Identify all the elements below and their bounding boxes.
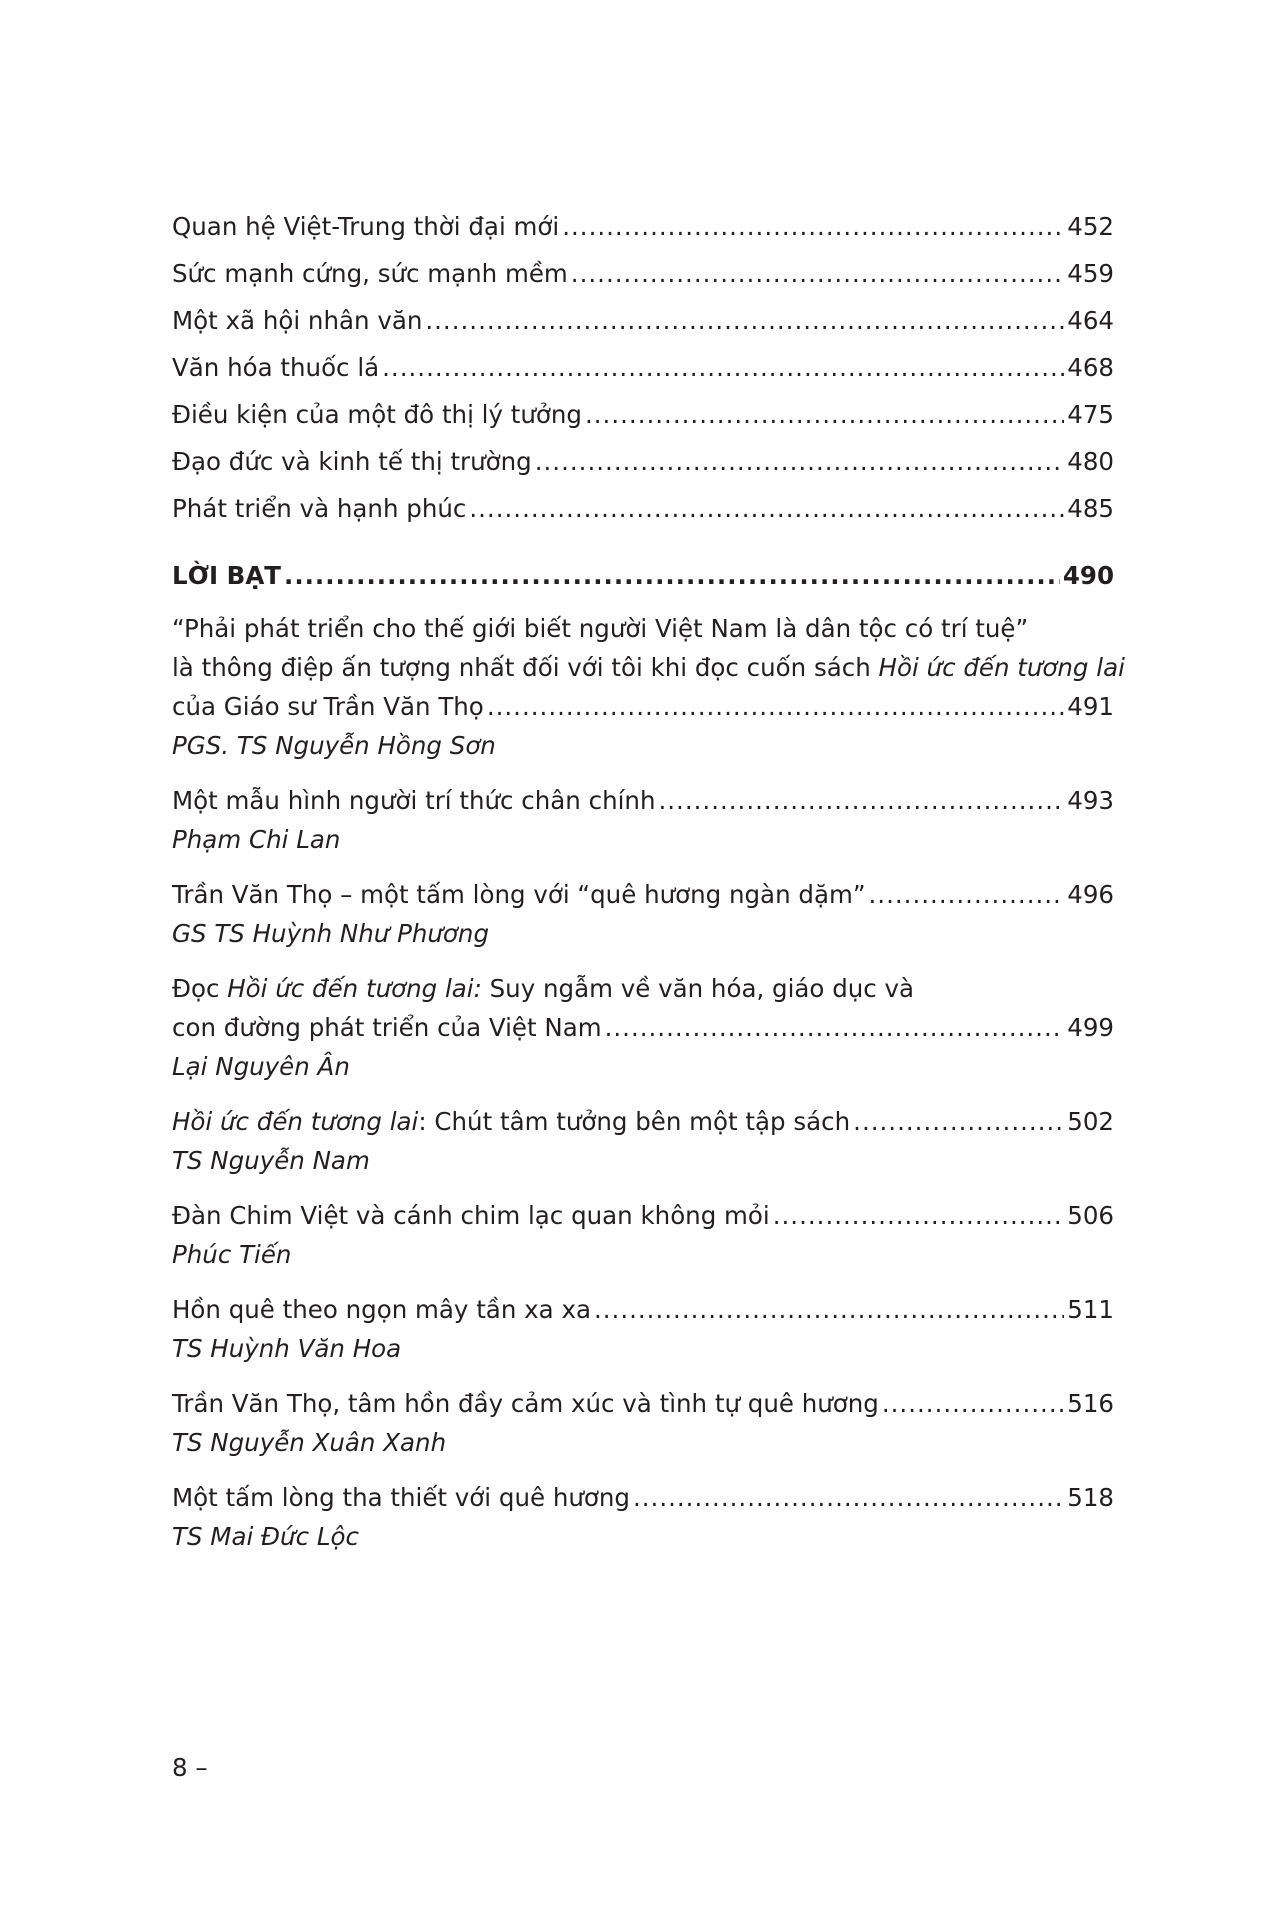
- afterword-entry: [172, 1479, 1114, 1555]
- entry-page: 493: [1067, 786, 1114, 815]
- entry-page: 506: [1067, 1201, 1114, 1230]
- entry-title-line: [172, 1291, 1114, 1328]
- afterword-entry: [172, 1385, 1114, 1461]
- entry-author: TS Huỳnh Văn Hoa: [172, 1334, 402, 1363]
- dot-leader: [658, 782, 1064, 819]
- afterword-entry: [172, 876, 1114, 952]
- table-of-contents: [172, 208, 1125, 1573]
- dot-leader: [571, 255, 1064, 292]
- toc-entry-page: 452: [1067, 212, 1114, 241]
- toc-entry-title: Đạo đức và kinh tế thị trường: [172, 447, 532, 476]
- toc-entry-page: 459: [1067, 259, 1114, 288]
- entry-title-text: Một mẫu hình người trí thức chân chính: [172, 786, 656, 815]
- dot-leader: [487, 688, 1064, 725]
- toc-entry-title: Văn hóa thuốc lá: [172, 353, 380, 382]
- dot-leader: [469, 490, 1064, 527]
- entry-title-line: [172, 782, 1114, 819]
- entry-author: TS Nguyễn Nam: [172, 1146, 370, 1175]
- dot-leader: [869, 876, 1065, 913]
- entry-title-line: [172, 649, 1125, 686]
- entry-title-rest: : Chút tâm tưởng bên một tập sách: [418, 1107, 851, 1136]
- entry-author: Phạm Chi Lan: [172, 825, 341, 854]
- entry-author: Lại Nguyên Ân: [172, 1052, 350, 1081]
- toc-entry-page: 468: [1067, 353, 1114, 382]
- page-number: 8 –: [172, 1753, 208, 1782]
- entry-title-text: Trần Văn Thọ, tâm hồn đầy cảm xúc và tình tự quê hương: [172, 1389, 879, 1418]
- afterword-entry: [172, 1103, 1114, 1179]
- entry-title-line: [172, 1479, 1114, 1516]
- toc-entry: [172, 396, 1114, 433]
- toc-entry: [172, 349, 1114, 386]
- dot-leader: [284, 557, 1060, 594]
- dot-leader: [425, 302, 1064, 339]
- toc-entry-title: Sức mạnh cứng, sức mạnh mềm: [172, 259, 568, 288]
- dot-leader: [633, 1479, 1064, 1516]
- entry-title-text: Đọc: [172, 974, 228, 1003]
- afterword-entry: [172, 1197, 1114, 1273]
- dot-leader: [382, 349, 1064, 386]
- entry-title-text: là thông điệp ấn tượng nhất đối với tôi khi đọc cuốn sách: [172, 653, 879, 682]
- dot-leader: [535, 443, 1065, 480]
- entry-page: 491: [1067, 692, 1114, 721]
- toc-entry: [172, 443, 1114, 480]
- toc-top-list: [172, 208, 1114, 527]
- toc-entry-title: Quan hệ Việt-Trung thời đại mới: [172, 212, 560, 241]
- entry-page: 511: [1067, 1295, 1114, 1324]
- entry-title-text: của Giáo sư Trần Văn Thọ: [172, 692, 484, 721]
- entry-title-text: [172, 1103, 850, 1140]
- entry-author: Phúc Tiến: [172, 1240, 292, 1269]
- toc-entry-title: Điều kiện của một đô thị lý tưởng: [172, 400, 582, 429]
- afterword-entry: [172, 610, 1125, 764]
- toc-entry: [172, 490, 1114, 527]
- entry-title-text: Một tấm lòng tha thiết với quê hương: [172, 1483, 630, 1512]
- book-title: Hồi ức đến tương lai: [172, 1107, 419, 1136]
- entry-title-line: “Phải phát triển cho thế giới biết người Việt Nam là dân tộc có trí tuệ”: [172, 614, 1029, 643]
- toc-entry-page: 464: [1067, 306, 1114, 335]
- toc-entry: [172, 255, 1114, 292]
- dot-leader: [853, 1103, 1064, 1140]
- toc-entry-page: 480: [1067, 447, 1114, 476]
- entry-page: 496: [1067, 880, 1114, 909]
- entry-title-line: [172, 1103, 1114, 1140]
- dot-leader: [562, 208, 1064, 245]
- entry-author: TS Nguyễn Xuân Xanh: [172, 1428, 447, 1457]
- dot-leader: [605, 1009, 1065, 1046]
- toc-entry: [172, 302, 1114, 339]
- toc-entry: [172, 208, 1114, 245]
- entry-title-line: [172, 970, 1114, 1007]
- entry-page: 518: [1067, 1483, 1114, 1512]
- entry-title-line: [172, 688, 1114, 725]
- entry-author: GS TS Huỳnh Như Phương: [172, 919, 489, 948]
- book-title: Hồi ức đến tương lai:: [227, 974, 482, 1003]
- entry-title-line: [172, 876, 1114, 913]
- dot-leader: [585, 396, 1064, 433]
- dot-leader: [594, 1291, 1064, 1328]
- entry-page: 499: [1067, 1013, 1114, 1042]
- entry-author: TS Mai Đức Lộc: [172, 1522, 359, 1551]
- section-heading-page: 490: [1062, 561, 1114, 590]
- entry-title-text: Đàn Chim Việt và cánh chim lạc quan không mỏi: [172, 1201, 770, 1230]
- entry-title-text: Trần Văn Thọ – một tấm lòng với “quê hương ngàn dặm”: [172, 880, 866, 909]
- entry-title-text: Suy ngẫm về văn hóa, giáo dục và: [481, 974, 915, 1003]
- afterword-entry: [172, 970, 1114, 1085]
- entry-title-text: Hồn quê theo ngọn mây tần xa xa: [172, 1295, 591, 1324]
- entry-author: PGS. TS Nguyễn Hồng Sơn: [172, 731, 496, 760]
- toc-entry-title: Phát triển và hạnh phúc: [172, 494, 467, 523]
- book-title: Hồi ức đến tương lai: [878, 653, 1125, 682]
- toc-entry-title: Một xã hội nhân văn: [172, 306, 423, 335]
- section-heading-title: LỜI BẠT: [172, 561, 282, 590]
- entry-title-line: [172, 1385, 1114, 1422]
- entry-title-line: [172, 1197, 1114, 1234]
- afterword-entry: [172, 1291, 1114, 1367]
- dot-leader: [773, 1197, 1065, 1234]
- entry-title-line: [172, 1009, 1114, 1046]
- entry-page: 516: [1067, 1389, 1114, 1418]
- entry-page: 502: [1067, 1107, 1114, 1136]
- toc-entry-page: 485: [1067, 494, 1114, 523]
- entry-title-text: con đường phát triển của Việt Nam: [172, 1013, 602, 1042]
- afterword-entry: [172, 782, 1114, 858]
- toc-entry-page: 475: [1067, 400, 1114, 429]
- dot-leader: [882, 1385, 1064, 1422]
- section-heading: [172, 557, 1114, 594]
